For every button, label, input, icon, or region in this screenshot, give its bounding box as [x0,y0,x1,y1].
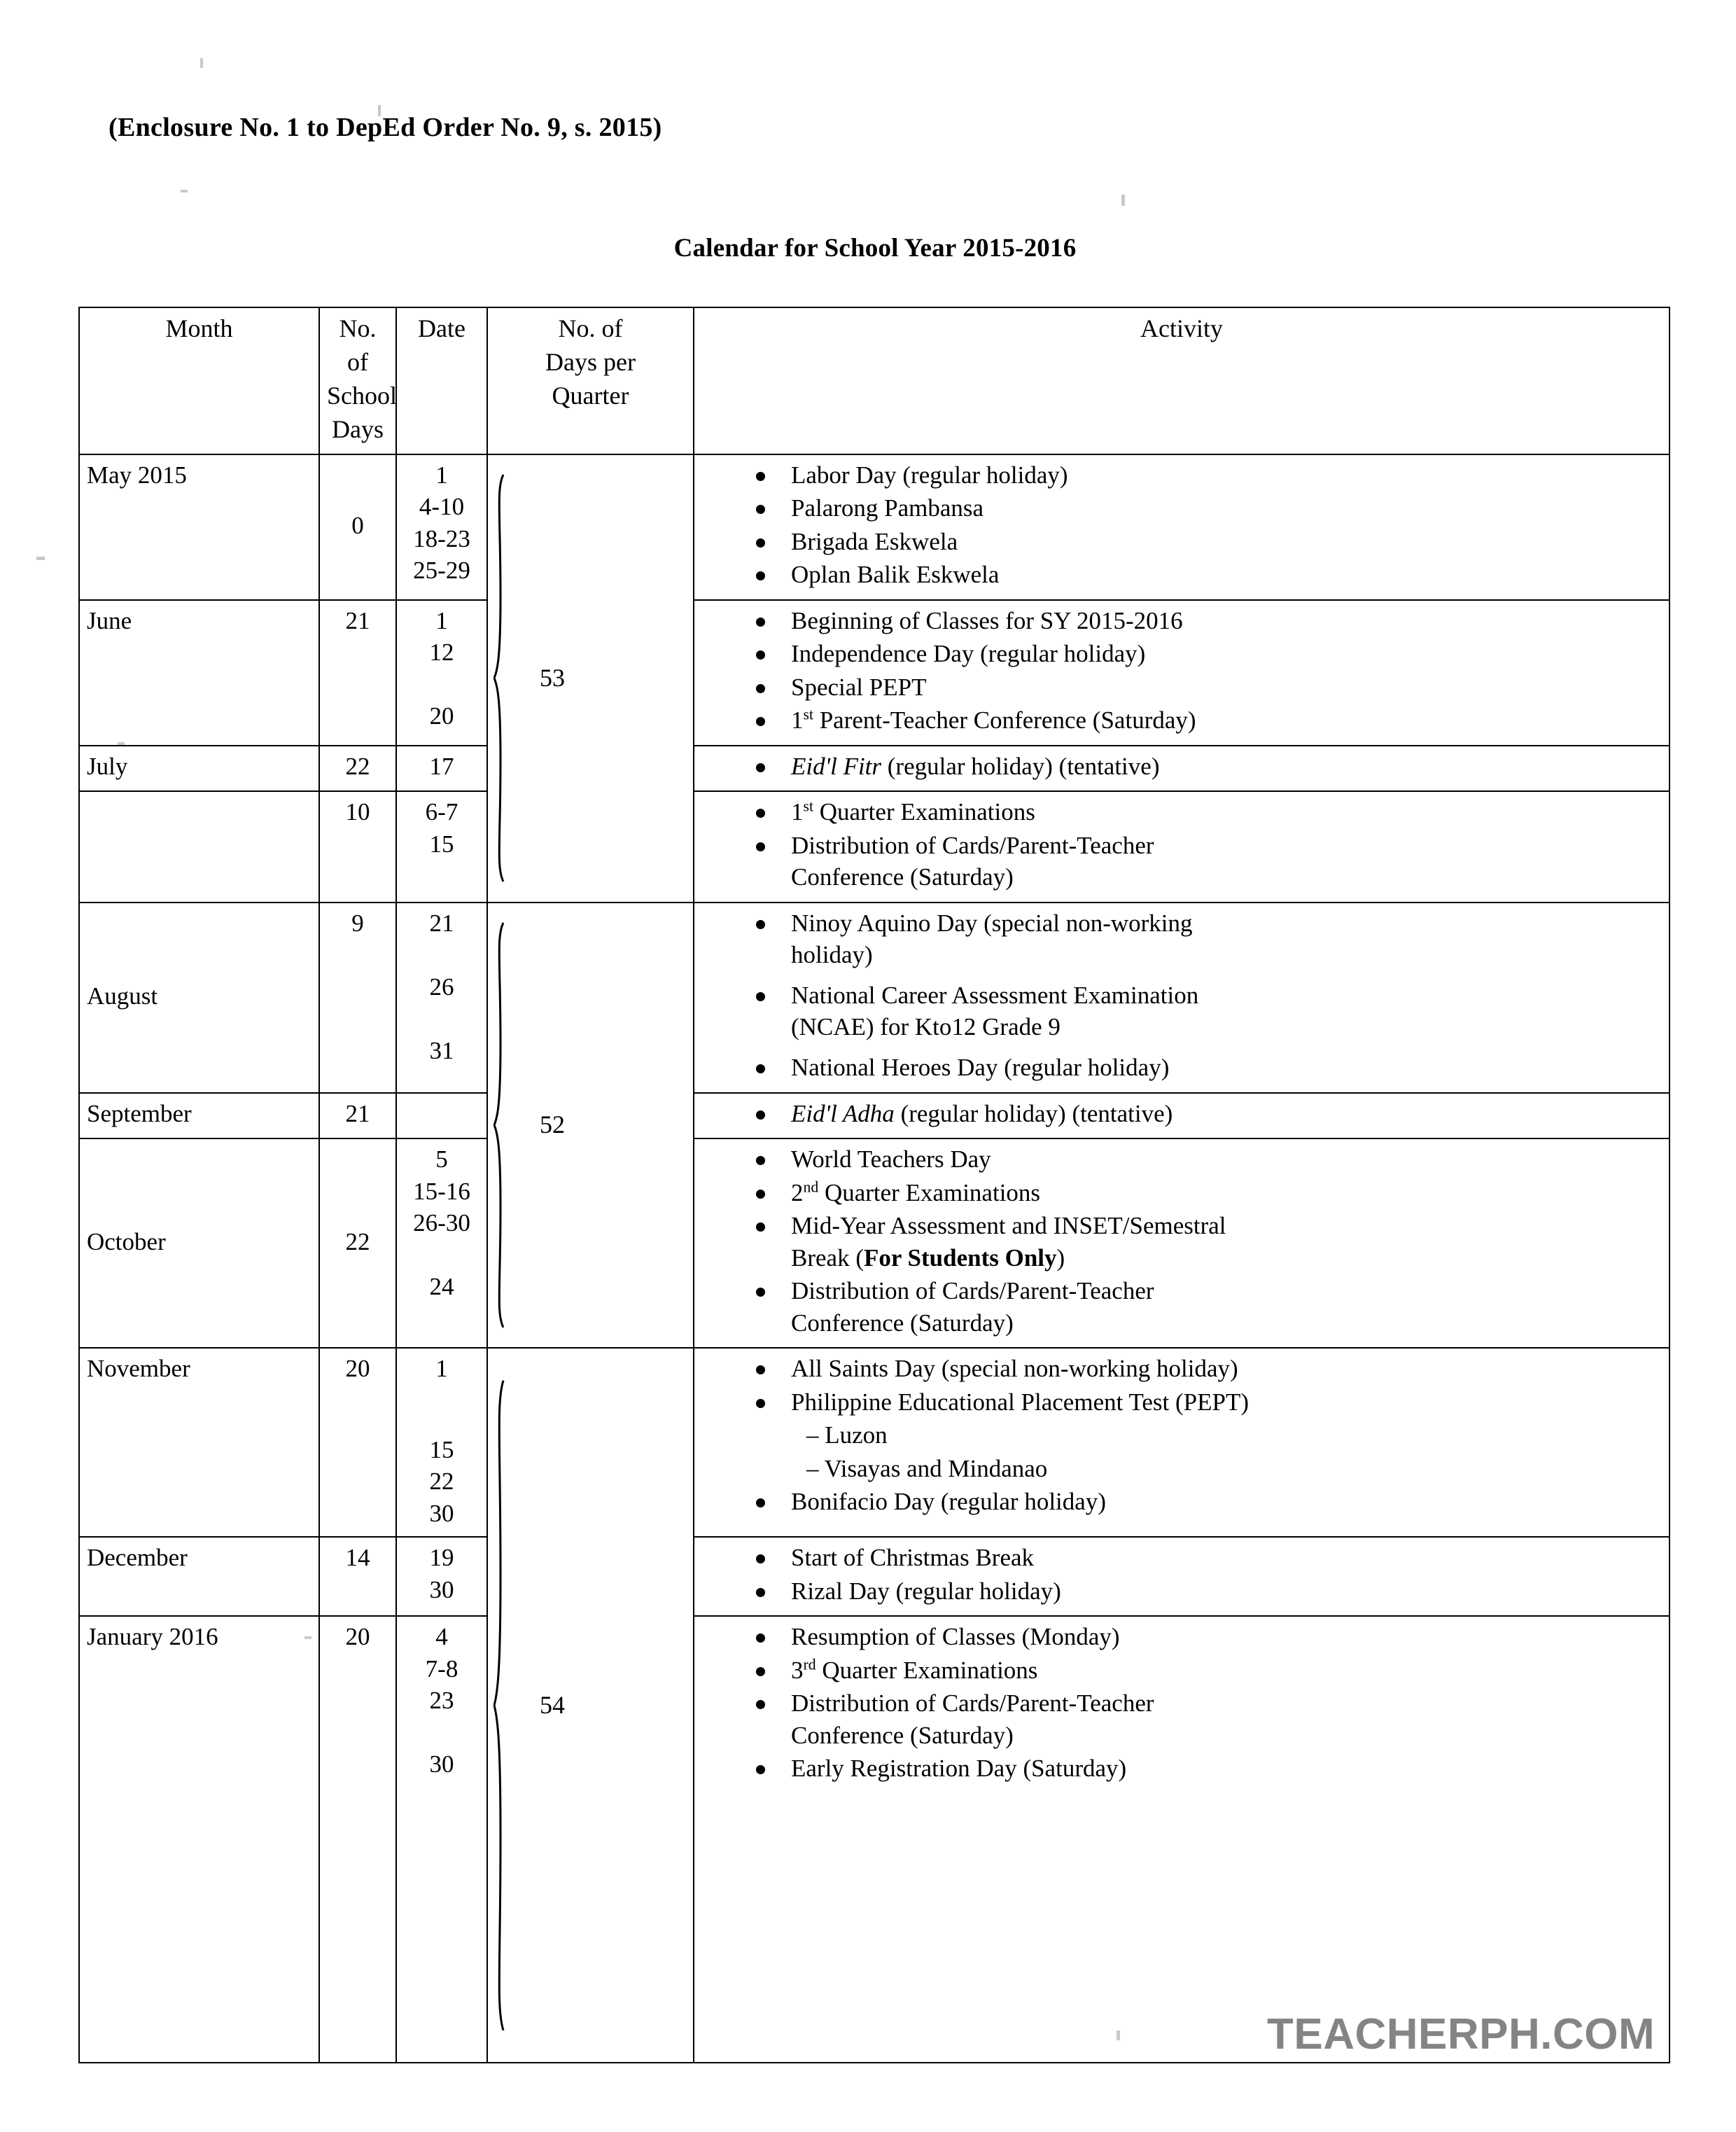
cell-activity [694,454,1670,600]
column-header-activity: Activity [694,307,1670,454]
date-entry: 30 [429,1499,454,1527]
date-list [404,1542,479,1605]
cell-activity [694,1537,1670,1616]
activity-list [701,605,1662,737]
activity-item: All Saints Day (special non-working holiday) [701,1353,1662,1385]
cell-activity [694,600,1670,746]
activity-item: 2nd Quarter Examinations [701,1177,1662,1209]
activity-item: Eid'l Fitr (regular holiday) (tentative) [701,751,1662,783]
activity-item: National Heroes Day (regular holiday) [701,1052,1662,1084]
cell-school-days: 22 [319,1138,396,1348]
quarter-total: 52 [540,1110,565,1139]
activity-item: World Teachers Day [701,1143,1662,1176]
brace-icon [493,473,522,884]
cell-date [396,1537,487,1616]
date-entry: 25-29 [413,557,470,584]
quarter-brace-group [488,455,693,902]
column-header-month: Month [79,307,319,454]
table-header-row [79,307,1670,454]
activity-list [701,1143,1662,1339]
date-entry: 24 [429,1273,454,1300]
activity-item: National Career Assessment Examination (NCAE) for Kto12 Grade 9 [701,980,1662,1043]
activity-item: 3rd Quarter Examinations [701,1654,1662,1687]
activity-item: Philippine Educational Placement Test (PEPT) [701,1386,1662,1419]
table-row [79,903,1670,1093]
calendar-table-container [78,307,1669,2063]
activity-list [701,459,1662,591]
activity-list [701,1542,1662,1607]
cell-school-days: 20 [319,1616,396,2063]
activity-list [701,751,1662,783]
header-line-3: Days [332,414,384,443]
column-header-school-days [319,307,396,454]
activity-item: Palarong Pambansa [701,492,1662,524]
enclosure-note: (Enclosure No. 1 to DepEd Order No. 9, s. 2015) [108,113,662,142]
cell-month: May 2015 [79,454,319,600]
activity-item: Oplan Balik Eskwela [701,559,1662,591]
cell-month: October [79,1138,319,1348]
date-entry: 1 [435,461,448,489]
date-entry: 7-8 [425,1654,458,1682]
date-entry: 18-23 [413,524,470,552]
table-row [79,1616,1670,2063]
cell-activity [694,1138,1670,1348]
activity-list [701,907,1662,1084]
date-list [404,605,479,732]
cell-date [396,746,487,792]
date-list [404,751,479,783]
column-header-date: Date [396,307,487,454]
cell-school-days: 0 [319,454,396,600]
quarter-total: 54 [540,1691,565,1720]
date-list [404,796,479,860]
header-line-2: School [327,381,398,410]
cell-school-days: 20 [319,1348,396,1537]
cell-activity [694,1093,1670,1139]
brace-icon [493,921,522,1330]
table-row [79,1138,1670,1348]
cell-date [396,1348,487,1537]
table-row [79,454,1670,600]
date-entry: 22 [429,1468,454,1495]
cell-date [396,903,487,1093]
activity-item: Early Registration Day (Saturday) [701,1753,1662,1785]
cell-month: December [79,1537,319,1616]
cell-date [396,454,487,600]
date-entry: 31 [429,1036,454,1064]
brace-icon [493,1377,522,2033]
activity-item: Mid-Year Assessment and INSET/Semestral Break (For Students Only) [701,1210,1662,1274]
date-entry: 30 [429,1575,454,1603]
cell-date [396,600,487,746]
activity-item: Independence Day (regular holiday) [701,638,1662,670]
activity-list [701,1621,1662,1785]
date-list [404,459,479,587]
cell-school-days: 9 [319,903,396,1093]
site-watermark: TEACHERPH.COM [1267,2010,1656,2058]
activity-item: Brigada Eskwela [701,526,1662,558]
date-entry: 17 [429,752,454,780]
activity-item: Rizal Day (regular holiday) [701,1575,1662,1608]
date-list [404,1353,479,1529]
activity-item: Distribution of Cards/Parent-Teacher Conference (Saturday) [701,1275,1662,1339]
date-entry: 15 [429,1435,454,1463]
date-entry: 21 [429,909,454,937]
date-entry: 6-7 [425,798,458,825]
cell-activity [694,903,1670,1093]
date-spacer [404,939,479,971]
activity-item: 1st Parent-Teacher Conference (Saturday) [701,704,1662,737]
cell-activity [694,1616,1670,2063]
cell-month [79,791,319,903]
activity-list [701,1353,1662,1518]
cell-days-per-quarter [487,454,694,903]
date-spacer [404,669,479,701]
activity-item: Labor Day (regular holiday) [701,459,1662,492]
cell-activity [694,1348,1670,1537]
date-entry: 15-16 [413,1177,470,1205]
activity-subitem: – Visayas and Mindanao [806,1454,1048,1482]
school-calendar-table [78,307,1670,2063]
date-spacer [404,1385,479,1434]
cell-month: November [79,1348,319,1537]
date-spacer [404,1003,479,1035]
cell-date [396,1616,487,2063]
page-title [0,233,1736,263]
date-entry: 26 [429,973,454,1001]
activity-item: Start of Christmas Break [701,1542,1662,1574]
date-list [404,907,479,1067]
table-row [79,746,1670,792]
date-entry: 1 [435,1355,448,1382]
quarter-total: 53 [540,664,565,692]
cell-month: September [79,1093,319,1139]
cell-days-per-quarter [487,903,694,1349]
activity-item: Bonifacio Day (regular holiday) [701,1486,1662,1518]
quarter-brace-group [488,1349,693,2062]
table-row [79,1348,1670,1537]
date-list [404,1143,479,1303]
column-header-days-per-quarter [487,307,694,454]
date-entry: 15 [429,830,454,858]
table-row [79,1093,1670,1139]
cell-month: August [79,903,319,1093]
cell-month: June [79,600,319,746]
activity-item: 1st Quarter Examinations [701,796,1662,828]
quarter-brace-group [488,903,693,1348]
date-entry: 1 [435,606,448,634]
cell-school-days: 14 [319,1537,396,1616]
activity-list [701,1098,1662,1130]
cell-school-days: 22 [319,746,396,792]
cell-days-per-quarter [487,1348,694,2063]
activity-item: Distribution of Cards/Parent-Teacher Conference (Saturday) [701,1687,1662,1751]
cell-activity [694,791,1670,903]
date-entry: 19 [429,1544,454,1571]
date-entry: 30 [429,1750,454,1778]
activity-item: Special PEPT [701,671,1662,704]
date-entry: 26-30 [413,1209,470,1236]
cell-school-days: 10 [319,791,396,903]
cell-date [396,1138,487,1348]
date-entry: 23 [429,1687,454,1714]
activity-item: Ninoy Aquino Day (special non-working holiday) [701,907,1662,971]
date-entry: 4 [435,1623,448,1650]
date-spacer [404,1717,479,1749]
activity-item: Eid'l Adha (regular holiday) (tentative) [701,1098,1662,1130]
cell-month: July [79,746,319,792]
date-spacer [404,1239,479,1271]
date-entry: 12 [429,639,454,666]
header-line-2: Days per [545,347,636,376]
cell-activity [694,746,1670,792]
activity-subitem: – Luzon [806,1421,888,1449]
table-row [79,600,1670,746]
activity-item: Distribution of Cards/Parent-Teacher Conference (Saturday) [701,830,1662,893]
cell-date [396,791,487,903]
date-entry: 5 [435,1145,448,1173]
cell-school-days: 21 [319,1093,396,1139]
activity-list [701,796,1662,893]
activity-item: Beginning of Classes for SY 2015-2016 [701,605,1662,637]
cell-date [396,1093,487,1139]
date-entry: 4-10 [419,493,465,520]
cell-school-days: 21 [319,600,396,746]
cell-month: January 2016 [79,1616,319,2063]
header-line-3: Quarter [552,381,629,410]
date-entry: 20 [429,702,454,730]
table-row [79,1537,1670,1616]
table-row [79,791,1670,903]
header-line-1: No. of [339,314,377,376]
activity-item: Resumption of Classes (Monday) [701,1621,1662,1653]
page-title-text: Calendar for School Year 2015-2016 [673,234,1077,263]
date-list [404,1621,479,1781]
header-line-1: No. of [558,314,623,342]
